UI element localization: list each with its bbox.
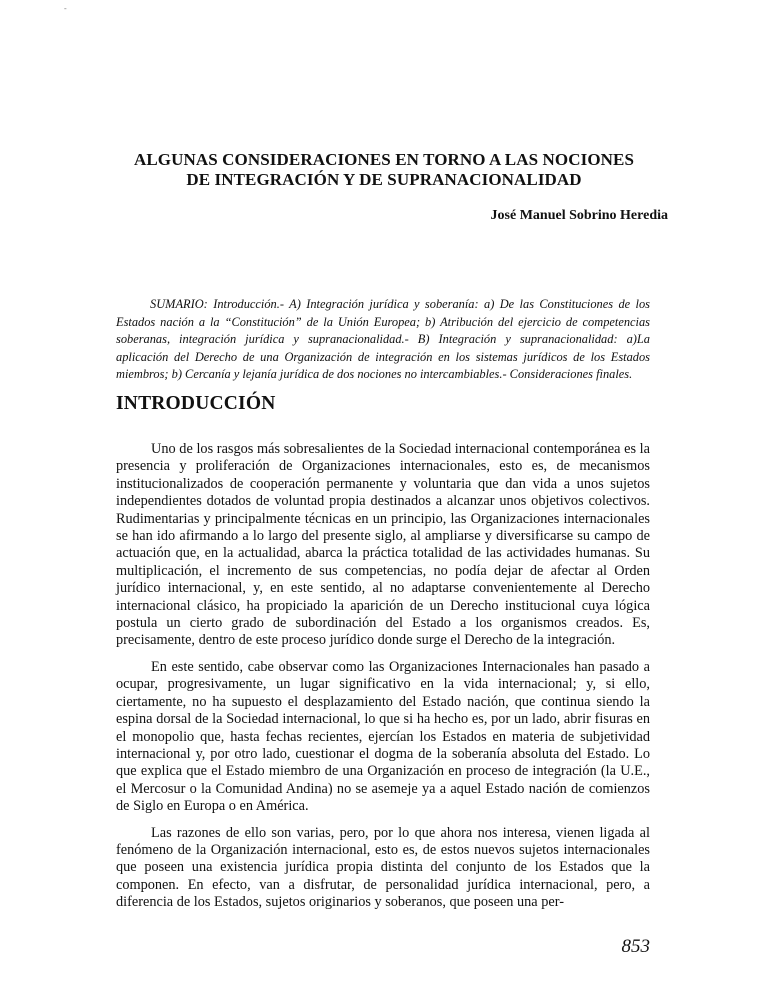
summary-abstract: SUMARIO: Introducción.- A) Integración jurídica y soberanía: a) De las Constituciones de los Estados nación a la “Constitución” de la Unión Europea; b) Atribución del ejercicio de competencias soberanas, integración jurídica y supranacionalidad.- B) Integración y supranacionalidad: a)La aplicación del Derecho de una Organización de integración en los sistemas jurídicos de los Estados miembros; b) Cercanía y lejanía jurídica de dos nociones no intercambiables.- Consideraciones finales. bbox=[116, 297, 650, 382]
section-heading: INTRODUCCIÓN bbox=[116, 393, 276, 414]
author-name: José Manuel Sobrino Heredia bbox=[490, 208, 668, 223]
title-line-2: DE INTEGRACIÓN Y DE SUPRANACIONALIDAD bbox=[186, 170, 582, 189]
article-title bbox=[100, 150, 668, 190]
page-number: 853 bbox=[621, 936, 650, 957]
title-line-1: ALGUNAS CONSIDERACIONES EN TORNO A LAS NOCIONES bbox=[133, 150, 635, 169]
paragraph-1: Uno de los rasgos más sobresalientes de la Sociedad internacional contemporánea es la presencia y proliferación de Organizaciones internacionales, esto es, de mecanismos institucionalizados de cooperación permanente y voluntaria que dan vida a unos sujetos independientes dotados de voluntad propia destinados a alcanzar unos objetivos colectivos. Rudimentarias y principalmente técnicas en un principio, las Organizaciones internacionales se han ido afirmando a lo largo del presente siglo, al ampliarse y diversificarse su campo de actuación que, en la actualidad, abarca la práctica totalidad de las actividades humanas. Su multiplicación, el incremento de sus competencias, no podía dejar de afectar al Orden jurídico internacional, y, en este sentido, al no adaptarse convenientemente al Derecho internacional clásico, ha propiciado la aparición de un Derecho institucional cuya lógica postula un cierto grado de subordinación del Estado a los organismos creados. Es, precisamente, dentro de este proceso jurídico donde surge el Derecho de la integración. bbox=[116, 441, 650, 649]
paragraph-2: En este sentido, cabe observar como las Organizaciones Internacionales han pasado a ocupar, progresivamente, un lugar significativo en la vida internacional; y, si ello, ciertamente, no ha supuesto el desplazamiento del Estado nación, que continua siendo la espina dorsal de la Sociedad internacional, lo que si ha hecho es, por un lado, abrir fisuras en el monopolio que, hasta fechas recientes, ejercían los Estados en materia de subjetividad internacional y, por otro lado, cuestionar el dogma de la soberanía absoluta del Estado. Lo que explica que el Estado miembro de una Organización en proceso de integración (la U.E., el Mercosur o la Comunidad Andina) no se asemeje ya a aquel Estado nación de comienzos de Siglo en Europa o en América. bbox=[116, 658, 650, 815]
body-text bbox=[116, 441, 650, 921]
corner-mark: - bbox=[64, 4, 67, 13]
paragraph-3: Las razones de ello son varias, pero, por lo que ahora nos interesa, vienen ligada al fenómeno de la Organización internacional, esto es, de estos nuevos sujetos internacionales que poseen una existencia jurídica propia distinta del conjunto de los Estados que la componen. En efecto, van a disfrutar, de personalidad jurídica internacional, pero, a diferencia de los Estados, sujetos originarios y soberanos, que poseen una per- bbox=[116, 824, 650, 911]
